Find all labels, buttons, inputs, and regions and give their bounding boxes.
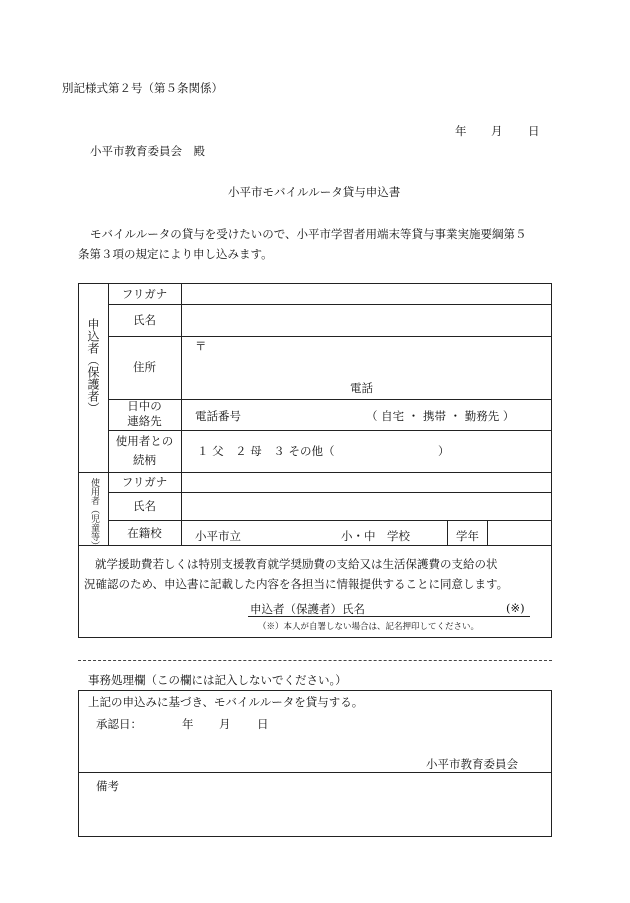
relation-label: 使用者との 続柄 [115,434,174,467]
intro-line-1: モバイルルータの貸与を受けたいので、小平市学習者用端末等貸与事業実施要綱第５ [90,227,527,241]
postal-mark: 〒 [195,339,207,353]
phone-type-options: （ 自宅 ・ 携帯 ・ 勤務先 ） [366,409,515,423]
issuer: 小平市教育委員会 [426,757,518,771]
user-section-label: 使用者（児童等） [89,478,99,550]
page-title: 小平市モバイルルータ貸与申込書 [228,185,401,199]
office-statement: 上記の申込みに基づき、モバイルルータを貸与する。 [88,695,364,709]
phone-number-label: 電話番号 [195,409,241,423]
school-type: 小・中 学校 [341,529,410,543]
date-year: 年 [455,124,467,138]
grade-label: 学年 [456,529,479,543]
remarks-label: 備考 [96,779,119,793]
applicant-section-label: 申込者（保護者） [86,318,100,414]
addressee: 小平市教育委員会 殿 [90,144,205,158]
office-title: 事務処理欄（この欄には記入しないでください。） [88,673,347,687]
intro-line-2: 条第３項の規定により申し込みます。 [78,247,273,261]
approval-year: 年 [182,717,194,731]
school-city: 小平市立 [195,529,241,543]
applicant-furigana-label: フリガナ [121,287,168,301]
applicant-address-label: 住所 [133,360,156,374]
approval-label: 承認日： [96,717,142,731]
form-number: 別記様式第２号（第５条関係） [62,81,223,95]
consent-line-1: 就学援助費若しくは特別支援教育就学奨励費の支給又は生活保護費の支給の状 [95,557,498,571]
relation-options: １ 父 ２ 母 ３ その他（ ） [197,444,450,458]
phone-label: 電話 [350,381,373,395]
date-month: 月 [491,124,503,138]
approval-day: 日 [257,717,269,731]
applicant-name-label: 氏名 [133,313,156,327]
date-day: 日 [528,124,540,138]
user-furigana-label: フリガナ [121,475,168,489]
signature-line [248,616,530,617]
signature-note: （※）本人が自署しない場合は、記名押印してください。 [258,622,480,632]
school-label: 在籍校 [127,526,162,540]
daytime-contact-label: 日中の 連絡先 [127,399,162,428]
signature-label: 申込者（保護者）氏名 [250,602,365,616]
consent-line-2: 況確認のため、申込書に記載した内容を各担当に情報提供することに同意します。 [84,577,509,591]
approval-month: 月 [219,717,231,731]
user-name-label: 氏名 [133,499,156,513]
cut-line [78,660,552,661]
signature-mark: (※) [506,601,525,615]
